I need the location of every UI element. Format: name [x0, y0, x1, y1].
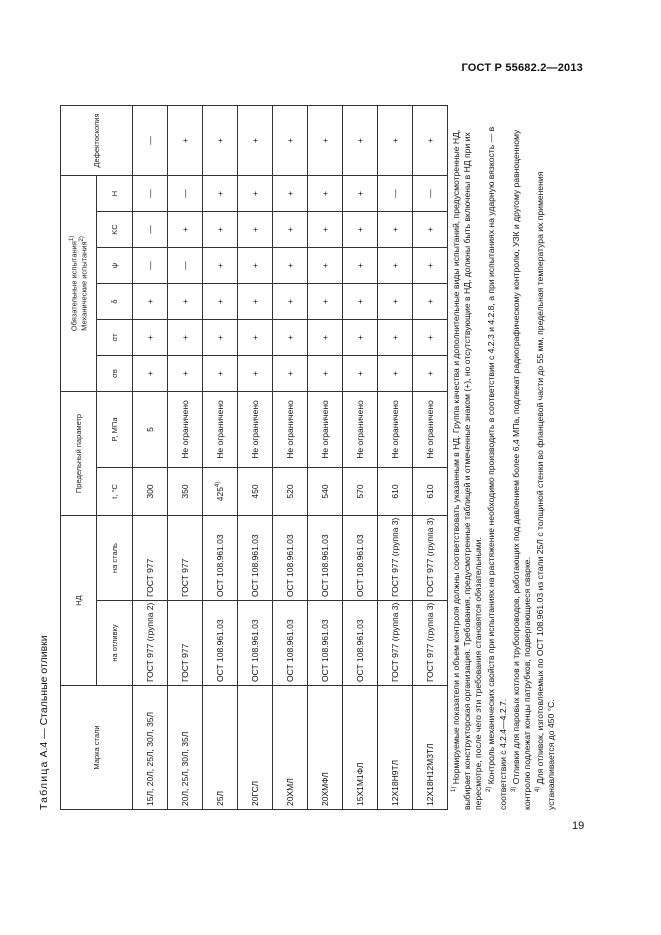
cell-h: — [133, 176, 168, 212]
footnote [509, 110, 533, 810]
cell-t [168, 468, 203, 516]
col-p: P, МПа [97, 392, 133, 468]
cell-t [343, 468, 378, 516]
cell-ks: + [378, 212, 413, 248]
cell-grade: 12Х18Н9ТЛ [378, 686, 413, 810]
cell-st: + [203, 320, 238, 356]
cell-ks: — [133, 212, 168, 248]
cell-d: + [308, 284, 343, 320]
cell-nd-casting: ОСТ 108.961.03 [343, 601, 378, 686]
cell-h: — [168, 176, 203, 212]
cell-grade: 25Л [203, 686, 238, 810]
document-code: ГОСТ Р 55682.2—2013 [461, 62, 583, 74]
cell-ks: + [273, 212, 308, 248]
caption-text: А.4 — Стальные отливки [38, 635, 50, 758]
cell-h: + [238, 176, 273, 212]
cell-st: + [308, 320, 343, 356]
cell-psi: — [133, 248, 168, 284]
t-value: 300 [145, 484, 155, 499]
cell-nd-steel: ОСТ 108.961.03 [203, 516, 238, 601]
cell-d: + [343, 284, 378, 320]
cell-psi: + [378, 248, 413, 284]
cell-defect: + [308, 106, 343, 176]
cell-defect: + [273, 106, 308, 176]
table-row [378, 106, 413, 810]
cell-defect: — [133, 106, 168, 176]
cell-nd-steel: ОСТ 108.961.03 [273, 516, 308, 601]
col-h: H [97, 176, 133, 212]
cell-h: — [413, 176, 448, 212]
col-nd-steel: на сталь [97, 516, 133, 601]
table-row [168, 106, 203, 810]
cell-psi: + [203, 248, 238, 284]
cell-sb: + [308, 356, 343, 392]
cell-ks: + [308, 212, 343, 248]
page-number: 19 [572, 820, 585, 832]
footnote-mark: 3) [510, 786, 517, 792]
cell-ks: + [413, 212, 448, 248]
cell-d: + [273, 284, 308, 320]
cell-d: + [378, 284, 413, 320]
col-grade: Марка стали [61, 686, 133, 810]
footnote-text: Контроль механических свойств при испытаниях на растяжение необходимо производить в соответствии с 4.2.3 и 4.2.8, а при испытаниях на ударную вязкость — в соответствии с 4.2.4—4.2.7. [486, 126, 508, 810]
cell-nd-casting: ГОСТ 977 (группа 3) [413, 601, 448, 686]
t-value: 610 [390, 484, 400, 499]
cell-d: + [133, 284, 168, 320]
cell-nd-casting: ГОСТ 977 (группа 2) [133, 601, 168, 686]
col-psi: ψ [97, 248, 133, 284]
t-value: 350 [180, 484, 190, 499]
caption-prefix: Таблица [38, 760, 50, 810]
cell-nd-casting: ОСТ 108.961.03 [273, 601, 308, 686]
cell-sb: + [378, 356, 413, 392]
cell-t [378, 468, 413, 516]
cell-nd-casting: ОСТ 108.961.03 [203, 601, 238, 686]
cell-psi: + [413, 248, 448, 284]
cell-grade: 15Х1М1ФЛ [343, 686, 378, 810]
t-value: 570 [355, 484, 365, 499]
cell-nd-steel: ОСТ 108.961.03 [308, 516, 343, 601]
cell-sb: + [238, 356, 273, 392]
footnote-text: Нормируемые показатели и объем контроля должны соответствовать указанным в НД. Группа качества и дополнительные виды испытаний, предусмотренные НД, выбирает конструкторская организация. Требования, предусмотренные таблицей и отмеченные знаком (+), но отсутствующие в НД, должны быть включены в НД при их пересмотре, после чего эти требования становятся обязательными. [450, 129, 484, 810]
cell-grade: 15Л, 20Л, 25Л, 30Л, 35Л [133, 686, 168, 810]
cell-grade: 12Х18Н12М3ТЛ [413, 686, 448, 810]
cell-st: + [238, 320, 273, 356]
col-ks: KC [97, 212, 133, 248]
footnote-text: Отливки для паровых котлов и трубопроводов, работающих под давлением более 6,4 МПа, подлежат радиографическому контролю, УЗК и другому равноценному контролю подлежат концы патрубков, подвергающиеся сварке. [510, 129, 532, 810]
col-sigma-t: σт [97, 320, 133, 356]
table-caption [38, 635, 50, 810]
table-row [203, 106, 238, 810]
col-nd: НД [61, 516, 97, 686]
cell-st: + [273, 320, 308, 356]
cell-nd-steel: ОСТ 108.961.03 [343, 516, 378, 601]
col-sigma-b: σв [97, 356, 133, 392]
table-row [133, 106, 168, 810]
t-note: 4) [215, 481, 222, 488]
footnote [449, 110, 484, 810]
table-row [238, 106, 273, 810]
cell-ks: + [203, 212, 238, 248]
cell-p: 5 [133, 392, 168, 468]
cell-p: Не ограничено [238, 392, 273, 468]
cell-t [273, 468, 308, 516]
cell-sb: + [343, 356, 378, 392]
cell-d: + [168, 284, 203, 320]
cell-nd-casting: ОСТ 108.961.03 [308, 601, 343, 686]
cell-t [203, 468, 238, 516]
footnote [533, 110, 557, 810]
table-row [273, 106, 308, 810]
cell-st: + [343, 320, 378, 356]
footnote-text: Для отливок, изготовляемых по ОСТ 108.961.03 из стали 25Л с толщиной стенки во фланцевой части до 55 мм, предельная температура их применения устанавливается до 450 °C. [534, 171, 557, 810]
cell-ks: + [238, 212, 273, 248]
cell-psi: + [308, 248, 343, 284]
table-row [413, 106, 448, 810]
cell-st: + [168, 320, 203, 356]
cell-d: + [413, 284, 448, 320]
footnote-mark: 2) [486, 786, 493, 792]
cell-t [133, 468, 168, 516]
cell-p: Не ограничено [203, 392, 238, 468]
cell-h: — [378, 176, 413, 212]
cell-nd-steel: ГОСТ 977 [168, 516, 203, 601]
cell-nd-steel: ГОСТ 977 (группа 3) [413, 516, 448, 601]
cell-t [238, 468, 273, 516]
cell-psi: + [238, 248, 273, 284]
cell-t [413, 468, 448, 516]
cell-ks: + [168, 212, 203, 248]
t-value: 425 [215, 487, 225, 502]
cell-grade: 20ХМФЛ [308, 686, 343, 810]
t-value: 540 [320, 484, 330, 499]
cell-psi: + [343, 248, 378, 284]
cell-st: + [413, 320, 448, 356]
tests-subtitle: Механические испытания [79, 241, 88, 331]
cell-p: Не ограничено [413, 392, 448, 468]
table-row [343, 106, 378, 810]
col-defect: Дефектоскопия [61, 106, 133, 176]
t-value: 520 [285, 484, 295, 499]
cell-defect: + [238, 106, 273, 176]
cell-h: + [308, 176, 343, 212]
cell-t [308, 468, 343, 516]
cell-p: Не ограничено [168, 392, 203, 468]
cell-p: Не ограничено [308, 392, 343, 468]
cell-sb: + [168, 356, 203, 392]
cell-grade: 20ХМЛ [273, 686, 308, 810]
footnote [484, 110, 508, 810]
cell-nd-casting: ОСТ 108.961.03 [238, 601, 273, 686]
col-delta: δ [97, 284, 133, 320]
rotated-table-block [38, 90, 568, 810]
t-value: 450 [250, 484, 260, 499]
cell-nd-steel: ГОСТ 977 (группа 3) [378, 516, 413, 601]
cell-sb: + [133, 356, 168, 392]
cell-psi: + [273, 248, 308, 284]
cell-st: + [133, 320, 168, 356]
cell-defect: + [168, 106, 203, 176]
cell-d: + [238, 284, 273, 320]
cell-defect: + [413, 106, 448, 176]
footnote-mark: 4) [535, 786, 541, 792]
cell-ks: + [343, 212, 378, 248]
cell-defect: + [343, 106, 378, 176]
cell-nd-casting: ГОСТ 977 [168, 601, 203, 686]
cell-defect: + [378, 106, 413, 176]
col-tests [61, 176, 97, 392]
tests-title: Обязательные испытания [69, 241, 79, 332]
cell-grade: 20ГСЛ [238, 686, 273, 810]
tests-subnote-mark: 2) [78, 236, 85, 242]
col-limit: Предельный параметр [61, 392, 97, 516]
tests-note-mark: 1) [69, 235, 75, 242]
cell-sb: + [273, 356, 308, 392]
table-footnotes [449, 110, 557, 810]
cell-p: Не ограничено [378, 392, 413, 468]
t-value: 610 [425, 484, 435, 499]
cell-p: Не ограничено [343, 392, 378, 468]
cell-nd-steel: ГОСТ 977 [133, 516, 168, 601]
cell-h: + [273, 176, 308, 212]
table-row [308, 106, 343, 810]
cell-sb: + [413, 356, 448, 392]
cell-grade: 20Л, 25Л, 30Л, 35Л [168, 686, 203, 810]
cell-p: Не ограничено [273, 392, 308, 468]
cell-h: + [203, 176, 238, 212]
cell-nd-steel: ОСТ 108.961.03 [238, 516, 273, 601]
cell-sb: + [203, 356, 238, 392]
cell-defect: + [203, 106, 238, 176]
col-nd-casting: на отливку [97, 601, 133, 686]
cell-nd-casting: ГОСТ 977 (группа 3) [378, 601, 413, 686]
cell-st: + [378, 320, 413, 356]
cell-d: + [203, 284, 238, 320]
cell-psi: — [168, 248, 203, 284]
footnote-mark: 1) [451, 786, 457, 792]
col-t: t, °C [97, 468, 133, 516]
cell-h: + [343, 176, 378, 212]
castings-table [60, 105, 448, 810]
